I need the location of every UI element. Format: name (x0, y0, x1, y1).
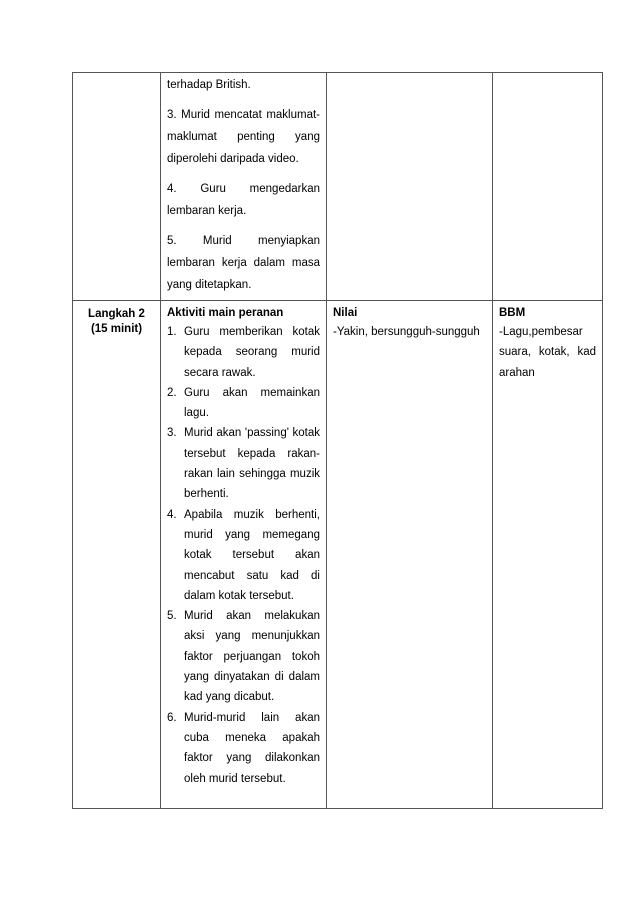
activity-list (167, 322, 320, 789)
step-cell (73, 301, 161, 809)
materials-header: BBM (499, 307, 526, 319)
list-item: 1. Guru memberikan kotak kepada seorang murid secara rawak. (167, 326, 320, 379)
step-label: Langkah 2 (88, 308, 145, 320)
values-cell (327, 301, 493, 809)
activity-paragraph: terhadap British. (167, 79, 251, 91)
activity-header: Aktiviti main peranan (167, 307, 284, 319)
list-item: 6. Murid-murid lain akan cuba meneka apakah faktor yang dilakonkan oleh murid tersebut. (167, 711, 320, 785)
lesson-plan-table (72, 72, 603, 809)
activity-paragraph: 4. Guru mengedarkan lembaran kerja. (167, 183, 320, 217)
step-cell-empty (73, 73, 161, 301)
table-row-step-2 (73, 301, 603, 809)
values-cell-empty (327, 73, 493, 301)
materials-text: -Lagu,pembesar suara, kotak, kad arahan (499, 326, 596, 379)
list-item: 2. Guru akan memainkan lagu. (167, 386, 320, 420)
activity-cell (161, 301, 327, 809)
table-row-previous-step (73, 73, 603, 301)
materials-cell-empty (493, 73, 603, 301)
activity-paragraph: 5. Murid menyiapkan lembaran kerja dalam masa yang ditetapkan. (167, 235, 320, 291)
materials-cell (493, 301, 603, 809)
list-item: 5. Murid akan melakukan aksi yang menunjukkan faktor perjuangan tokoh yang dinyatakan di dalam kad yang dicabut. (167, 610, 320, 704)
values-header: Nilai (333, 307, 358, 319)
list-item: 3. Murid akan 'passing' kotak tersebut kepada rakan-rakan lain sehingga muzik berhenti. (167, 427, 320, 501)
activity-paragraph: 3. Murid mencatat maklumat-maklumat penting yang diperolehi daripada video. (167, 109, 320, 165)
values-text: -Yakin, bersungguh-sungguh (333, 326, 480, 338)
step-time: (15 minit) (90, 323, 143, 335)
activity-cell-continued (161, 73, 327, 301)
list-item: 4. Apabila muzik berhenti, murid yang memegang kotak tersebut akan mencabut satu kad di dalam kotak tersebut. (167, 508, 320, 602)
